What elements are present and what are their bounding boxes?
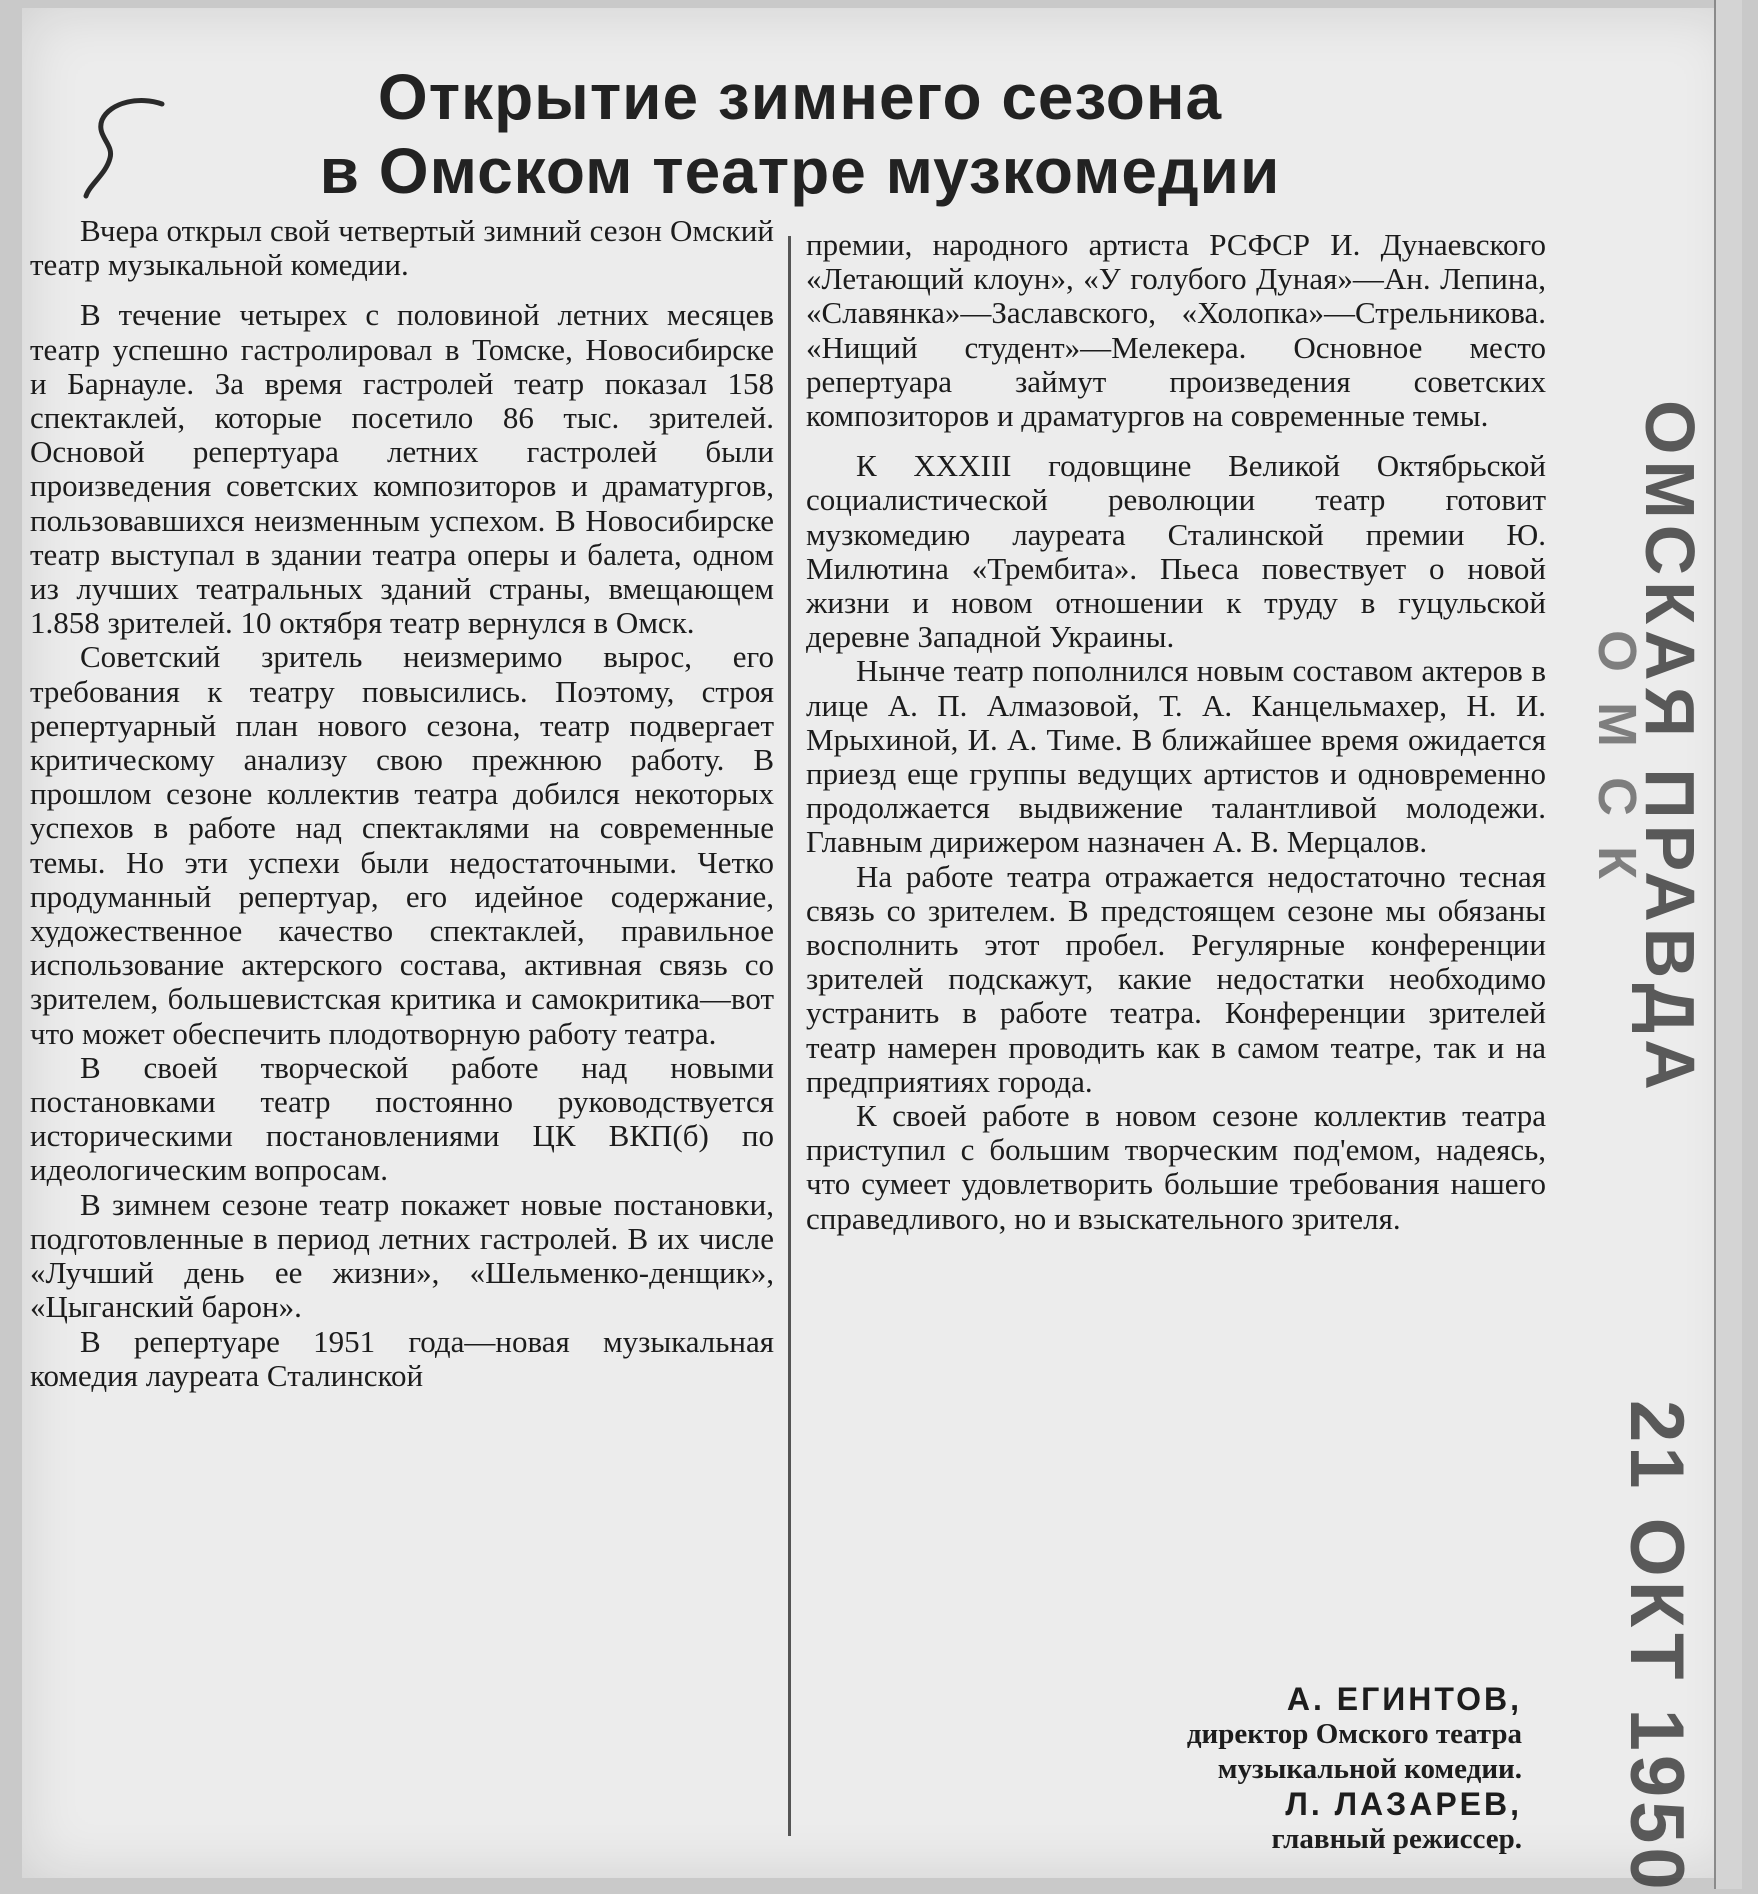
archive-stamp [1570,400,1710,1894]
signature-block [962,1682,1522,1857]
author-name-2: Л. ЛАЗАРЕВ, [1285,1786,1522,1822]
paragraph: В течение четырех с половиной летних месяцев театр успешно гастролировал в Томске, Новосибирске и Барнауле. За время гастролей театр показал 158 спектаклей, которые посетило 86 тыс. зрителей. Основой репертуара летних гастролей были произведения советских композиторов и драматургов, пользовавшихся неизменным успехом. В Новосибирске театр выступал в здании театра оперы и балета, одном из лучших театральных зданий страны, вмещающем 1.858 зрителей. 10 октября театр вернулся в Омск. [30,297,774,641]
author-name-1: А. ЕГИНТОВ, [1286,1681,1522,1717]
paragraph: В репертуаре 1951 года—новая музыкальная комедия лауреата Сталинской [30,1323,774,1393]
paragraph: В своей творческой работе над новыми постановками театр постоянно руководствуется историческими постановлениями ЦК ВКП(б) по идеологическим вопросам. [30,1049,774,1188]
paragraph: К своей работе в новом сезоне коллектив театра приступил с большим творческим под'емом, надеясь, что сумеет удовлетворить большие требования нашего справедливого, но и взыскательного зрителя. [806,1098,1546,1236]
title-line-1: Открытие зимнего сезона [377,61,1223,133]
stamp-date: 21 ОКТ 1950 [1614,1400,1699,1894]
column-divider [788,236,791,1836]
article-title [240,60,1360,208]
title-line-2: в Омском театре музкомедии [319,135,1281,207]
author-role-1-line-2: музыкальной комедии. [1217,1753,1522,1785]
stamp-newspaper-name: ОМСКАЯ ПРАВДА [1631,400,1709,1096]
paragraph: На работе театра отражается недостаточно тесная связь со зрителем. В предстоящем сезоне мы обязаны восполнить этот пробел. Регулярные конференции зрителей подскажут, какие недостатки необходимо устранить в работе театра. Конференции зрителей театр намерен проводить как в самом театре, так и на предприятиях города. [806,858,1546,1099]
paper-edge [1714,0,1742,1889]
author-role-1-line-1: директор Омского театра [1186,1718,1522,1750]
author-role-2: главный режиссер. [1271,1823,1522,1855]
right-column [806,228,1546,1236]
paragraph: Вчера открыл свой четвертый зимний сезон Омский театр музыкальной комедии. [30,213,774,283]
paragraph: К XXXIII годовщине Великой Октябрьской социалистической революции театр готовит музкомедию лауреата Сталинской премии Ю. Милютина «Трембита». Пьеса повествует о новой жизни и новом отношении к труду в гуцульской деревне Западной Украины. [806,448,1546,655]
left-column [30,214,774,1393]
paragraph: В зимнем сезоне театр покажет новые постановки, подготовленные в период летних гастролей. В их числе «Лучший день ее жизни», «Шельменко-денщик», «Цыганский барон». [30,1186,774,1325]
paragraph: премии, народного артиста РСФСР И. Дунаевского «Летающий клоун», «У голубого Дуная»—Ан. Лепина, «Славянка»—Заславского, «Холопка»—Стрельникова. «Нищий студент»—Мелекера. Основное место репертуара займут произведения советских композиторов и драматургов на современные темы. [806,227,1546,434]
paragraph: Советский зритель неизмеримо вырос, его требования к театру повысились. Поэтому, строя репертуарный план нового сезона, театр подвергает критическому анализу свою прежнюю работу. В прошлом сезоне коллектив театра добился некоторых успехов в работе над спектаклями на современные темы. Но эти успехи были недостаточными. Четко продуманный репертуар, его идейное содержание, художественное качество спектаклей, правильное использование актерского состава, активная связь со зрителем, большевистская критика и самокритика—вот что может обеспечить плодотворную работу театра. [30,639,774,1051]
handwritten-mark [80,92,190,212]
paragraph: Нынче театр пополнился новым составом актеров в лице А. П. Алмазовой, Т. А. Канцельмахер, Н. И. Мрыхиной, И. А. Тиме. В ближайшее время ожидается приезд еще группы ведущих артистов и одновременно продолжается выдвижение талантливой молодежи. Главным дирижером назначен А. В. Мерцалов. [806,653,1546,860]
stamp-city: ОМСК [1587,630,1647,909]
